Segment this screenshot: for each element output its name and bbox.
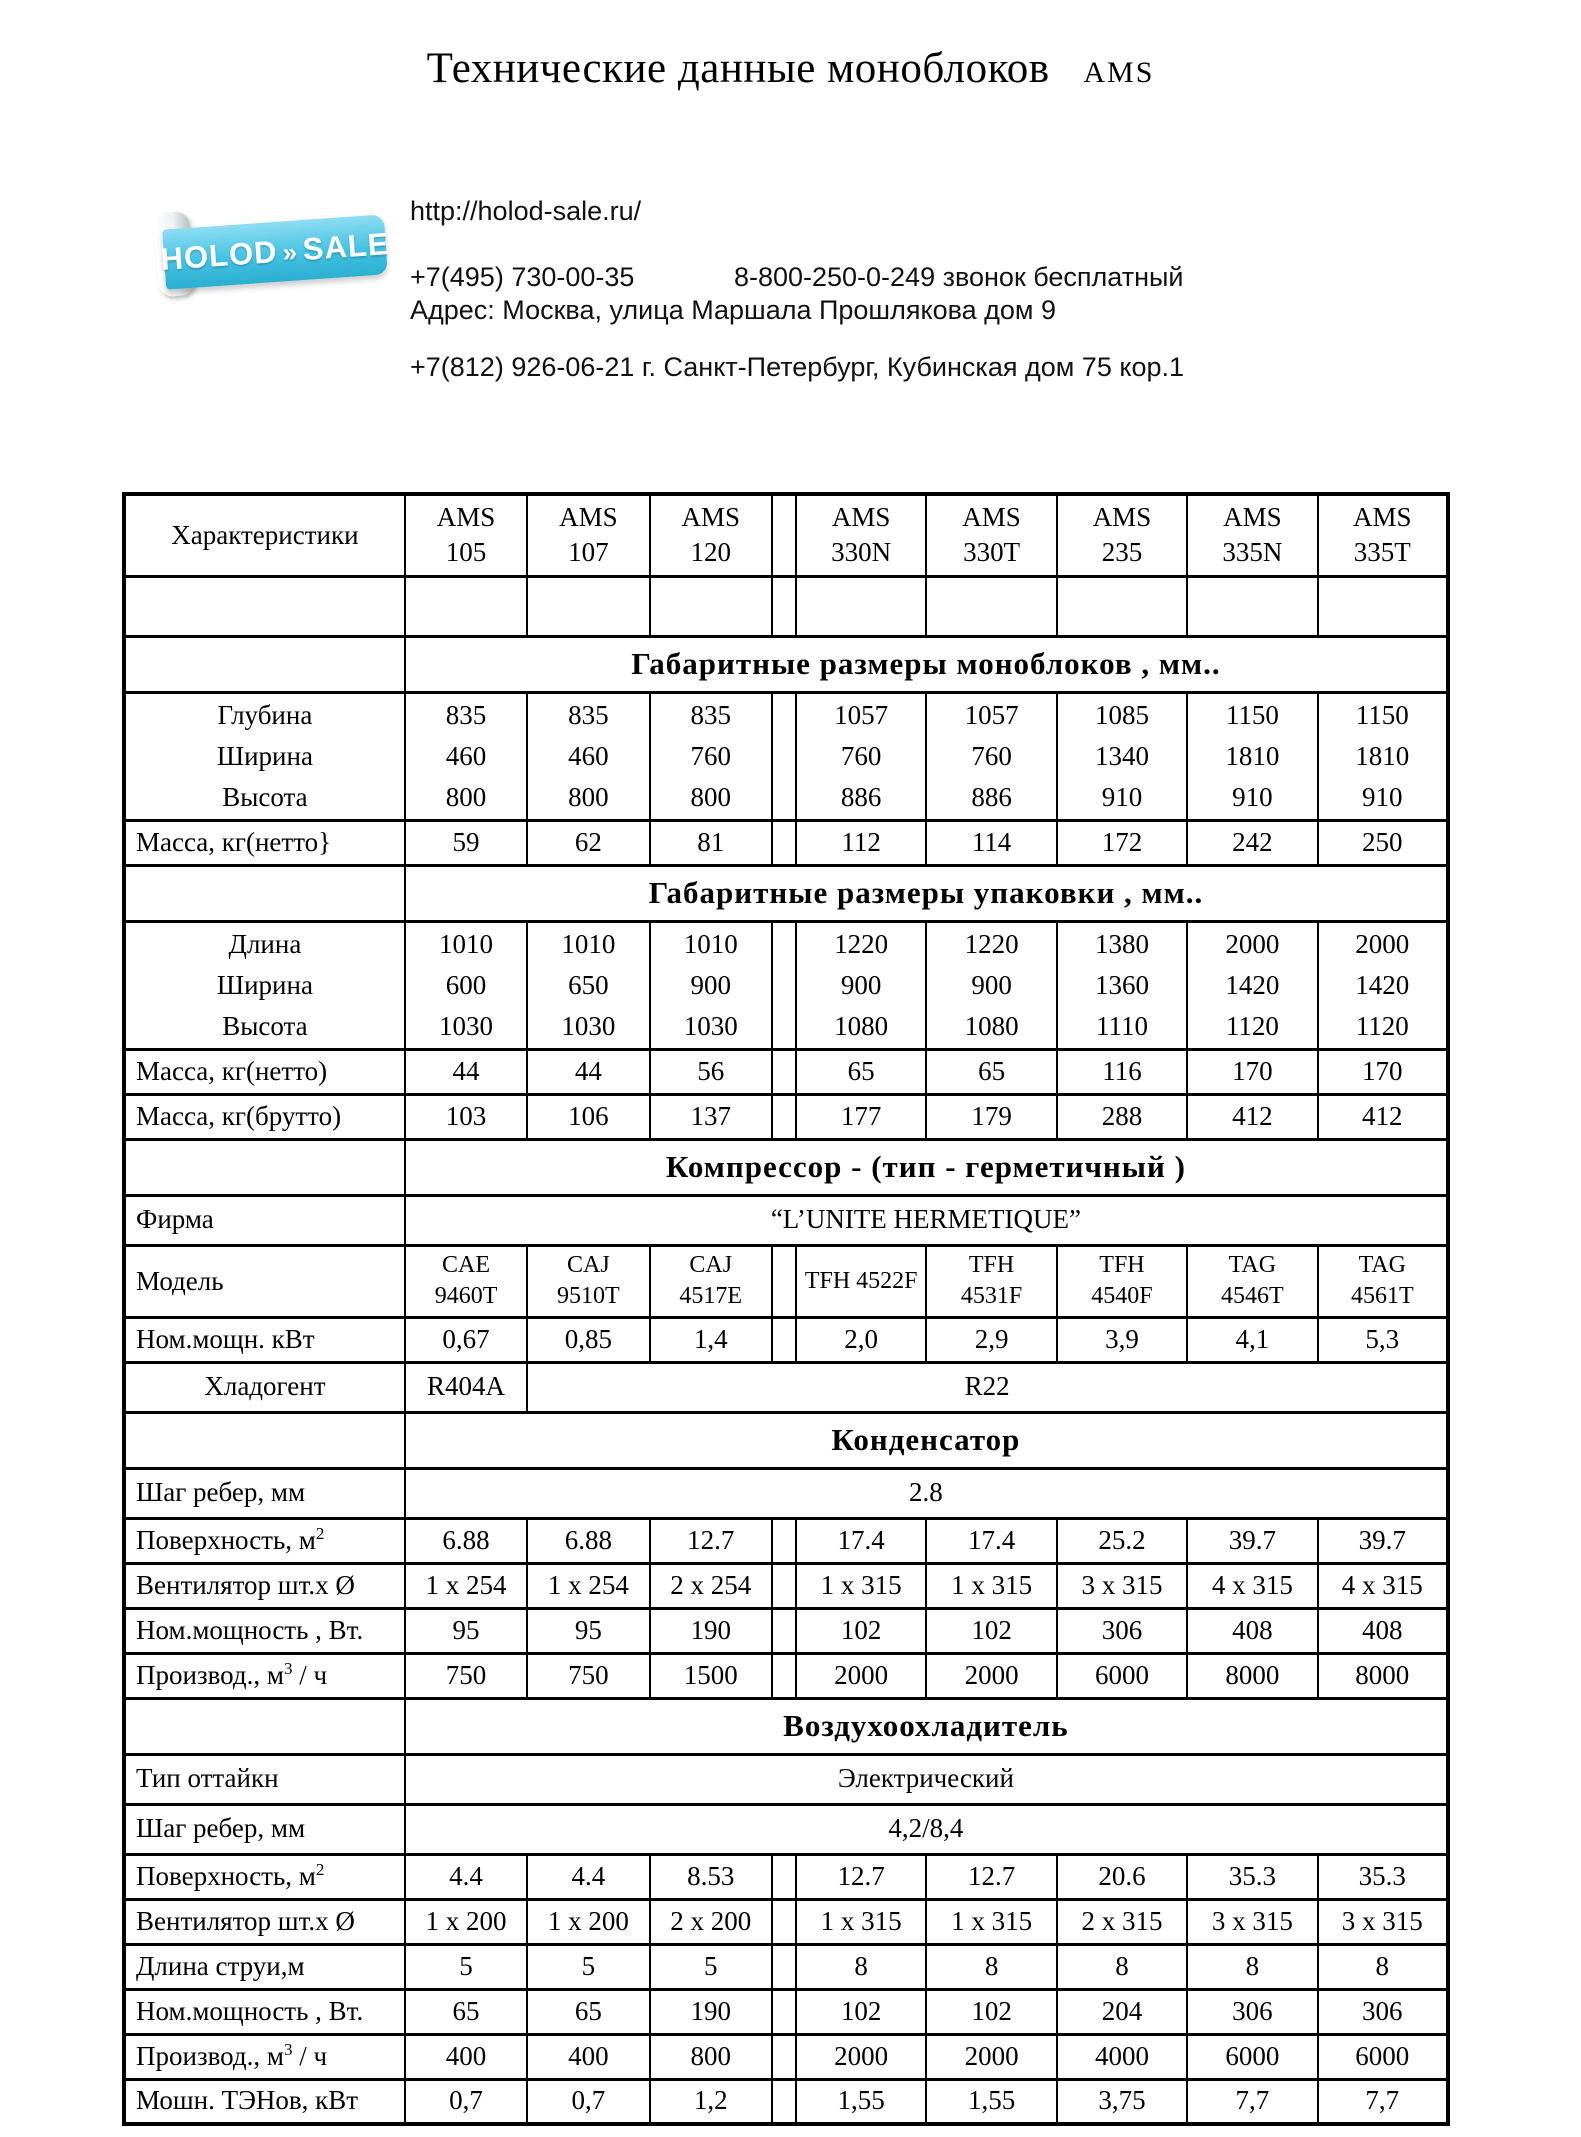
table-cell: 3 x 315 bbox=[1057, 1563, 1187, 1608]
address-spb: +7(812) 926-06-21 г. Санкт-Петербург, Кубинская дом 75 кор.1 bbox=[410, 352, 1184, 382]
gap-cell bbox=[772, 1317, 796, 1362]
table-cell: 1 x 315 bbox=[926, 1899, 1056, 1944]
table-cell: 1150 1810 910 bbox=[1318, 692, 1448, 820]
table-cell bbox=[405, 576, 527, 636]
table-cell: 62 bbox=[527, 820, 649, 865]
table-cell: 2000 bbox=[796, 1653, 926, 1698]
row-label: Поверхность, $м^2$ bbox=[124, 1518, 405, 1563]
table-cell: 6000 bbox=[1057, 1653, 1187, 1698]
phone-tollfree: 8-800-250-0-249 звонок бесплатный bbox=[733, 262, 1184, 292]
gap-cell bbox=[772, 1518, 796, 1563]
row-label: Ном.мощн. кВт bbox=[124, 1317, 405, 1362]
table-cell: 8000 bbox=[1318, 1653, 1448, 1698]
row-label: Глубина Ширина Высота bbox=[124, 692, 405, 820]
table-cell: 17.4 bbox=[926, 1518, 1056, 1563]
table-cell: TFH 4522F bbox=[796, 1245, 926, 1317]
phone-moscow: +7(495) 730-00-35 bbox=[410, 262, 635, 292]
gap-cell bbox=[772, 576, 796, 636]
table-cell: 1,2 bbox=[650, 2079, 772, 2124]
row-label: Шаг ребер, мм bbox=[124, 1468, 405, 1518]
row-label bbox=[124, 1412, 405, 1468]
gap-cell bbox=[772, 1989, 796, 2034]
table-cell: 1010 600 1030 bbox=[405, 921, 527, 1049]
table-cell: 2,9 bbox=[926, 1317, 1056, 1362]
column-header-model: AMS 235 bbox=[1057, 494, 1187, 576]
table-cell: 102 bbox=[926, 1989, 1056, 2034]
row-label: Масса, кг(нетто} bbox=[124, 820, 405, 865]
section-header: Воздухоохладитель bbox=[405, 1698, 1448, 1754]
table-cell: 4 x 315 bbox=[1318, 1563, 1448, 1608]
gap-cell bbox=[772, 1245, 796, 1317]
table-cell: 408 bbox=[1187, 1608, 1317, 1653]
table-cell: 412 bbox=[1187, 1094, 1317, 1139]
row-label: Шаг ребер, мм bbox=[124, 1804, 405, 1854]
table-cell: 1057 760 886 bbox=[926, 692, 1056, 820]
table-cell: 8 bbox=[796, 1944, 926, 1989]
row-label: Вентилятор шт.х Ø bbox=[124, 1899, 405, 1944]
table-cell: 35.3 bbox=[1318, 1854, 1448, 1899]
logo-text-right: SALE bbox=[301, 226, 391, 268]
row-label: Длина струи,м bbox=[124, 1944, 405, 1989]
table-cell: 5,3 bbox=[1318, 1317, 1448, 1362]
spanned-value-cell: “L’UNITE HERMETIQUE” bbox=[405, 1195, 1448, 1245]
gap-cell bbox=[772, 1854, 796, 1899]
table-cell: TFH 4531F bbox=[926, 1245, 1056, 1317]
section-header: Габаритные размеры моноблоков , мм.. bbox=[405, 636, 1448, 692]
table-cell: 8 bbox=[1057, 1944, 1187, 1989]
table-cell: 1085 1340 910 bbox=[1057, 692, 1187, 820]
table-cell: 8 bbox=[1187, 1944, 1317, 1989]
table-cell: 20.6 bbox=[1057, 1854, 1187, 1899]
table-cell bbox=[1187, 576, 1317, 636]
table-cell: 1380 1360 1110 bbox=[1057, 921, 1187, 1049]
table-cell: 5 bbox=[650, 1944, 772, 1989]
row-label bbox=[124, 1139, 405, 1195]
table-cell: 2000 bbox=[796, 2034, 926, 2079]
table-cell: 170 bbox=[1187, 1049, 1317, 1094]
table-cell: 250 bbox=[1318, 820, 1448, 865]
logo-text-left: HOLOD bbox=[159, 233, 279, 277]
page-title-suffix: AMS bbox=[1083, 56, 1155, 89]
table-cell: 0,7 bbox=[527, 2079, 649, 2124]
table-cell: 1010 650 1030 bbox=[527, 921, 649, 1049]
table-cell: 2 x 254 bbox=[650, 1563, 772, 1608]
table-cell: 6.88 bbox=[405, 1518, 527, 1563]
table-cell: 1500 bbox=[650, 1653, 772, 1698]
table-cell: 1 x 315 bbox=[796, 1563, 926, 1608]
table-cell: 12.7 bbox=[650, 1518, 772, 1563]
table-cell: 106 bbox=[527, 1094, 649, 1139]
holod-sale-logo bbox=[148, 208, 398, 308]
table-cell: 12.7 bbox=[926, 1854, 1056, 1899]
table-cell: 1220 900 1080 bbox=[926, 921, 1056, 1049]
table-cell: 95 bbox=[527, 1608, 649, 1653]
gap-cell bbox=[772, 1049, 796, 1094]
row-label: Фирма bbox=[124, 1195, 405, 1245]
table-cell: 800 bbox=[650, 2034, 772, 2079]
table-cell: 204 bbox=[1057, 1989, 1187, 2034]
section-header: Конденсатор bbox=[405, 1412, 1448, 1468]
table-cell: 0,7 bbox=[405, 2079, 527, 2124]
table-cell: 1 x 200 bbox=[405, 1899, 527, 1944]
table-cell: 750 bbox=[527, 1653, 649, 1698]
spanned-value-cell: R22 bbox=[527, 1362, 1448, 1412]
table-cell: 1,4 bbox=[650, 1317, 772, 1362]
row-label: Вентилятор шт.х Ø bbox=[124, 1563, 405, 1608]
table-cell: 1 x 254 bbox=[527, 1563, 649, 1608]
table-cell bbox=[926, 576, 1056, 636]
table-cell: 1 x 315 bbox=[796, 1899, 926, 1944]
specs-table bbox=[122, 492, 1450, 2126]
row-label bbox=[124, 576, 405, 636]
gap-cell bbox=[772, 1944, 796, 1989]
table-cell: 1057 760 886 bbox=[796, 692, 926, 820]
phones-line bbox=[410, 262, 1184, 293]
table-cell: 65 bbox=[527, 1989, 649, 2034]
table-cell: 112 bbox=[796, 820, 926, 865]
table-cell: CAJ 4517E bbox=[650, 1245, 772, 1317]
table-cell: 39.7 bbox=[1318, 1518, 1448, 1563]
table-cell: 2,0 bbox=[796, 1317, 926, 1362]
column-header-label: Характеристики bbox=[124, 494, 405, 576]
row-label: Ном.мощность , Вт. bbox=[124, 1608, 405, 1653]
table-cell: 242 bbox=[1187, 820, 1317, 865]
table-cell: 190 bbox=[650, 1608, 772, 1653]
table-cell: 1220 900 1080 bbox=[796, 921, 926, 1049]
table-cell: 4000 bbox=[1057, 2034, 1187, 2079]
row-label: Поверхность, $м^2$ bbox=[124, 1854, 405, 1899]
table-cell: 408 bbox=[1318, 1608, 1448, 1653]
gap-cell bbox=[772, 921, 796, 1049]
table-cell: 1 x 254 bbox=[405, 1563, 527, 1608]
row-label: Производ., $м^3$ / ч bbox=[124, 1653, 405, 1698]
table-cell: 835 460 800 bbox=[527, 692, 649, 820]
spanned-value-cell: Электрический bbox=[405, 1754, 1448, 1804]
table-cell: 7,7 bbox=[1318, 2079, 1448, 2124]
table-cell: 2000 bbox=[926, 1653, 1056, 1698]
table-cell: 412 bbox=[1318, 1094, 1448, 1139]
column-header-model: AMS 335T bbox=[1318, 494, 1448, 576]
table-cell: 1010 900 1030 bbox=[650, 921, 772, 1049]
row-label: Модель bbox=[124, 1245, 405, 1317]
table-cell: 1 x 200 bbox=[527, 1899, 649, 1944]
table-cell: 190 bbox=[650, 1989, 772, 2034]
row-label bbox=[124, 865, 405, 921]
section-header: Компрессор - (тип - герметичный ) bbox=[405, 1139, 1448, 1195]
table-cell: 102 bbox=[796, 1989, 926, 2034]
table-cell: 56 bbox=[650, 1049, 772, 1094]
table-cell: TAG 4561T bbox=[1318, 1245, 1448, 1317]
table-cell: 1 x 315 bbox=[926, 1563, 1056, 1608]
table-cell: 4.4 bbox=[405, 1854, 527, 1899]
address-moscow: Адрес: Москва, улица Маршала Прошлякова дом 9 bbox=[410, 295, 1056, 325]
table-cell: 65 bbox=[405, 1989, 527, 2034]
table-cell: 8000 bbox=[1187, 1653, 1317, 1698]
table-cell: 39.7 bbox=[1187, 1518, 1317, 1563]
table-cell: 177 bbox=[796, 1094, 926, 1139]
table-cell: 1150 1810 910 bbox=[1187, 692, 1317, 820]
table-cell: TFH 4540F bbox=[1057, 1245, 1187, 1317]
table-cell: 6.88 bbox=[527, 1518, 649, 1563]
table-cell: 6000 bbox=[1187, 2034, 1317, 2079]
gap-cell bbox=[772, 820, 796, 865]
table-cell: 172 bbox=[1057, 820, 1187, 865]
table-cell: 95 bbox=[405, 1608, 527, 1653]
table-cell: 8 bbox=[926, 1944, 1056, 1989]
table-cell: 3,9 bbox=[1057, 1317, 1187, 1362]
gap-cell bbox=[772, 1899, 796, 1944]
table-cell: 4.4 bbox=[527, 1854, 649, 1899]
table-cell: R404A bbox=[405, 1362, 527, 1412]
table-cell: 3,75 bbox=[1057, 2079, 1187, 2124]
table-cell: TAG 4546T bbox=[1187, 1245, 1317, 1317]
table-cell: 137 bbox=[650, 1094, 772, 1139]
table-cell: 12.7 bbox=[796, 1854, 926, 1899]
logo-ribbon bbox=[159, 214, 391, 289]
table-cell: 306 bbox=[1187, 1989, 1317, 2034]
gap-cell bbox=[772, 2034, 796, 2079]
table-cell: CAJ 9510T bbox=[527, 1245, 649, 1317]
table-cell: 17.4 bbox=[796, 1518, 926, 1563]
table-cell: 44 bbox=[405, 1049, 527, 1094]
logo-arrow-icon: » bbox=[281, 235, 299, 267]
row-label: Производ., $м^3$ / ч bbox=[124, 2034, 405, 2079]
table-cell: 0,85 bbox=[527, 1317, 649, 1362]
section-header: Габаритные размеры упаковки , мм.. bbox=[405, 865, 1448, 921]
row-label: Хладогент bbox=[124, 1362, 405, 1412]
table-cell: 835 460 800 bbox=[405, 692, 527, 820]
table-cell: 306 bbox=[1057, 1608, 1187, 1653]
table-cell: 1,55 bbox=[796, 2079, 926, 2124]
table-cell: 2 x 315 bbox=[1057, 1899, 1187, 1944]
table-cell: 102 bbox=[796, 1608, 926, 1653]
table-cell: 3 x 315 bbox=[1318, 1899, 1448, 1944]
column-header-model: AMS 335N bbox=[1187, 494, 1317, 576]
column-header-model: AMS 330N bbox=[796, 494, 926, 576]
gap-cell bbox=[772, 2079, 796, 2124]
table-cell: 4 x 315 bbox=[1187, 1563, 1317, 1608]
table-cell: 400 bbox=[405, 2034, 527, 2079]
table-cell: 4,1 bbox=[1187, 1317, 1317, 1362]
gap-cell bbox=[772, 1608, 796, 1653]
row-label: Длина Ширина Высота bbox=[124, 921, 405, 1049]
table-cell: 750 bbox=[405, 1653, 527, 1698]
table-cell bbox=[1057, 576, 1187, 636]
table-cell: 170 bbox=[1318, 1049, 1448, 1094]
table-cell: 288 bbox=[1057, 1094, 1187, 1139]
table-cell bbox=[796, 576, 926, 636]
table-cell: 8 bbox=[1318, 1944, 1448, 1989]
table-cell bbox=[527, 576, 649, 636]
table-cell: 114 bbox=[926, 820, 1056, 865]
table-cell: 2 x 200 bbox=[650, 1899, 772, 1944]
gap-cell bbox=[772, 1563, 796, 1608]
table-cell: 3 x 315 bbox=[1187, 1899, 1317, 1944]
column-header-model: AMS 120 bbox=[650, 494, 772, 576]
row-label: Мошн. ТЭНов, кВт bbox=[124, 2079, 405, 2124]
table-cell: 102 bbox=[926, 1608, 1056, 1653]
table-cell: 25.2 bbox=[1057, 1518, 1187, 1563]
table-cell: 835 760 800 bbox=[650, 692, 772, 820]
row-label: Масса, кг(брутто) bbox=[124, 1094, 405, 1139]
table-cell: 65 bbox=[796, 1049, 926, 1094]
row-label bbox=[124, 636, 405, 692]
table-cell: 8.53 bbox=[650, 1854, 772, 1899]
page-title-main: Технические данные моноблоков bbox=[426, 45, 1050, 92]
row-label: Ном.мощность , Вт. bbox=[124, 1989, 405, 2034]
table-cell: 2000 1420 1120 bbox=[1318, 921, 1448, 1049]
column-header-model: AMS 330T bbox=[926, 494, 1056, 576]
table-cell: 5 bbox=[405, 1944, 527, 1989]
spanned-value-cell: 4,2/8,4 bbox=[405, 1804, 1448, 1854]
page-title bbox=[0, 44, 1581, 93]
table-cell: 1,55 bbox=[926, 2079, 1056, 2124]
table-cell: 6000 bbox=[1318, 2034, 1448, 2079]
row-label: Масса, кг(нетто) bbox=[124, 1049, 405, 1094]
table-cell: 0,67 bbox=[405, 1317, 527, 1362]
table-cell: 400 bbox=[527, 2034, 649, 2079]
row-label: Тип оттайкн bbox=[124, 1754, 405, 1804]
table-cell: 35.3 bbox=[1187, 1854, 1317, 1899]
table-cell: 2000 1420 1120 bbox=[1187, 921, 1317, 1049]
gap-cell bbox=[772, 692, 796, 820]
gap-cell bbox=[772, 1653, 796, 1698]
table-cell: 2000 bbox=[926, 2034, 1056, 2079]
gap-cell bbox=[772, 494, 796, 576]
table-cell: 306 bbox=[1318, 1989, 1448, 2034]
table-cell: 44 bbox=[527, 1049, 649, 1094]
table-cell: 103 bbox=[405, 1094, 527, 1139]
table-cell: 7,7 bbox=[1187, 2079, 1317, 2124]
table-cell: 65 bbox=[926, 1049, 1056, 1094]
table-cell bbox=[1318, 576, 1448, 636]
site-url: http://holod-sale.ru/ bbox=[410, 196, 642, 226]
gap-cell bbox=[772, 1094, 796, 1139]
spanned-value-cell: 2.8 bbox=[405, 1468, 1448, 1518]
table-cell bbox=[650, 576, 772, 636]
table-cell: 59 bbox=[405, 820, 527, 865]
table-cell: 81 bbox=[650, 820, 772, 865]
column-header-model: AMS 105 bbox=[405, 494, 527, 576]
table-cell: 116 bbox=[1057, 1049, 1187, 1094]
table-cell: 5 bbox=[527, 1944, 649, 1989]
table-cell: CAE 9460T bbox=[405, 1245, 527, 1317]
row-label bbox=[124, 1698, 405, 1754]
table-cell: 179 bbox=[926, 1094, 1056, 1139]
column-header-model: AMS 107 bbox=[527, 494, 649, 576]
